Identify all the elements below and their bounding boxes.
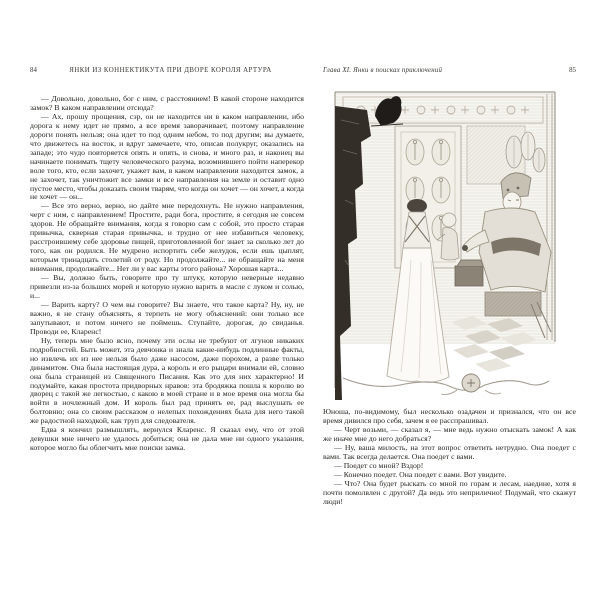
paragraph: — Довольно, довольно, бог с ним, с расстоянием! В какой стороне находится замок? В каком направлении отсюда? bbox=[30, 94, 304, 112]
running-title-right: Глава XI. Янки в поисках приключений bbox=[323, 67, 443, 74]
page-number-left: 84 bbox=[30, 67, 37, 74]
paragraph: — Вы, должно быть, говорите про ту штуку, которую неверные недавно привезли из-за больших морей и которую нужно варить в масле с луком и солью, и... bbox=[30, 273, 304, 300]
engraving-graphic bbox=[333, 90, 557, 402]
paragraph: Едва я кончил размышлять, вернулся Кларенс. Я сказал ему, что от этой девушки мне ничего не удалось добиться; она не дала мне ни одного указания, которое могло бы облегчить мне поиски замка. bbox=[30, 425, 304, 453]
paragraph: — Все это верно, верно, но дайте мне передохнуть. Не нужно направления, черт с ним, с направлением! Простите, ради бога, простите, я сегодня не совсем здоров. Не обращайте внимания, когда я говорю сам с собой, это просто старая привычка, скверная старая привычка, и трудно от нее избавиться человеку, расстроившему себе здоровье пищей, приготовленной бог знает за сколько лет до того, как он родился. Не мудрено испортить себе желудок, если ешь цыплят, которым тринадцать столетий от роду. Но продолжайте... не обращайте на меня внимания, продолжайте... Нет ли у вас карты этого района? Хорошая карта... bbox=[30, 201, 304, 274]
left-page-text bbox=[30, 95, 304, 453]
running-head-right bbox=[323, 66, 576, 75]
running-head-left bbox=[30, 66, 304, 75]
paragraph: Юноша, по-видимому, был несколько озадачен и признался, что он все время дивился про себя, зачем я ее расспрашивал. bbox=[323, 407, 576, 425]
page-right bbox=[323, 66, 576, 506]
right-page-text bbox=[323, 408, 576, 506]
paragraph: — Черт возьми, — сказал я, — мне ведь нужно отыскать замок! А как же иначе мне до него добраться? bbox=[323, 424, 576, 443]
paragraph: — Конечно поедет. Она поедет с вами. Вот увидите. bbox=[334, 469, 507, 479]
paragraph: Ну, теперь мне было ясно, почему эти ослы не требуют от лгунов никаких подробностей. Быть может, эта девчонка и знала какие-нибудь подлинные факты, но извлечь их из нее нельзя было даже насосом, даже порохом, а разве только динамитом. Она была настоящая дура, а король и его рыцари внимали ей, словно она была страницей из Священного Писания. Как это для них характерно! И подумайте, какая простота придворных нравов: эта бродяжка пошла к королю во дворец с такой же легкостью, с какою в моей стране и в мое время она могла бы войти в ночлежный дом. И король был рад принять ее, рад выслушать ее болтовню; она со своим рассказом о нелепых похождениях была для него такой же радостной находкой, как труп для следователя. bbox=[30, 335, 304, 426]
paragraph: — Ну, ваша милость, на этот вопрос ответить нетрудно. Она поедет с вами. Так всегда делается. Она поедет с вами. bbox=[323, 442, 576, 461]
paragraph: — Поедет со мной? Вздор! bbox=[334, 460, 424, 470]
book-illustration bbox=[333, 90, 557, 402]
paragraph: — Что? Она будет рыскать со мной по горам и лесам, наедине, хотя я почти помолвлен с другой? Да ведь это неприлично! Подумай, что скажут люди! bbox=[323, 478, 576, 506]
page-left bbox=[30, 66, 304, 453]
paragraph: — Варить карту? О чем вы говорите? Вы знаете, что такое карта? Ну, ну, не важно, я не стану объяснять, я терпеть не могу объяснений: они только все запутывают, и потом ничего не поймешь. Ступайте, дорогая, до свиданья. Проводи ее, Кларенс! bbox=[30, 299, 304, 336]
running-title-left: ЯНКИ ИЗ КОННЕКТИКУТА ПРИ ДВОРЕ КОРОЛЯ АРТУРА bbox=[69, 67, 272, 74]
paragraph: — Ах, прошу прощения, сэр, он не находится ни в каком направлении, ибо дорога к нему идет не прямо, а все время заворачивает, поэтому направление дороги понять нельзя; она идет то под одним небом, то под другим; вы думаете, что движетесь на восток, и вдруг замечаете, что, описав полукруг, оказались на западе; это чудо повторяется опять и опять, и снова, и много раз, и наконец вы начинаете понимать тщету человеческого разума, возомнившего пойти наперекор воле того, кто, если захочет, укажет вам, в каком направлении находится замок, а не захочет, так уничтожит все замки и все направления на земле и оставит одно пустое место, чтобы доказать своим тварям, что когда он хочет — он хочет, а когда не хочет — он... bbox=[30, 111, 304, 202]
page-number-right: 85 bbox=[569, 67, 576, 74]
